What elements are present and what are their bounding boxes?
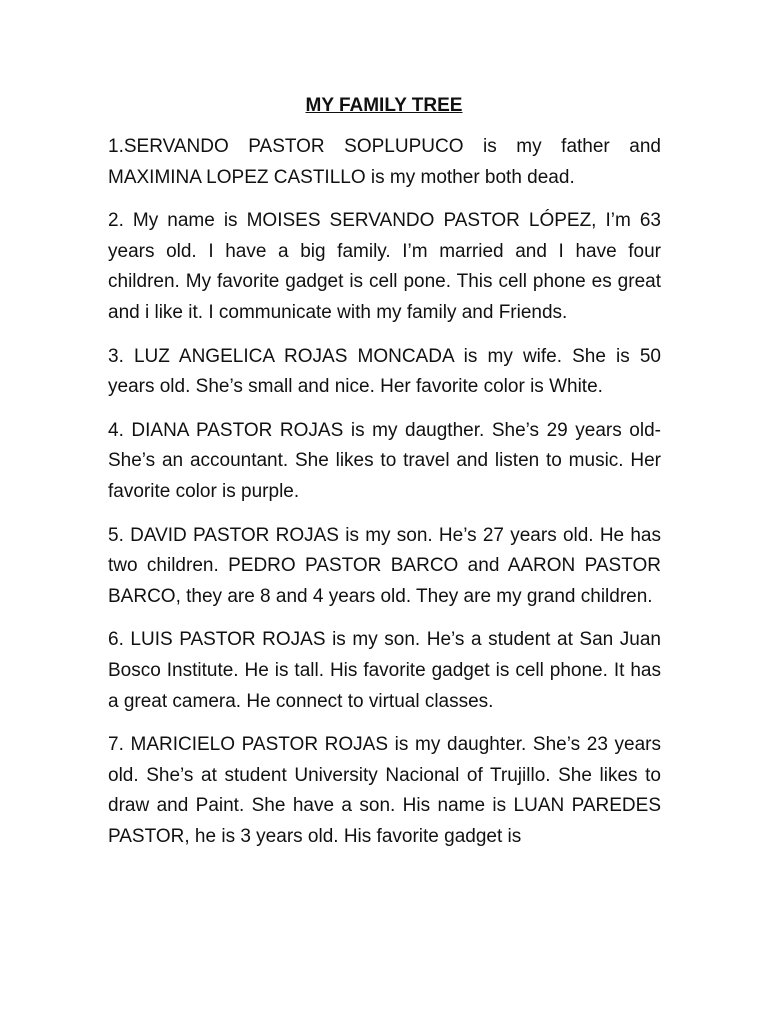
paragraph-2: 2. My name is MOISES SERVANDO PASTOR LÓPEZ, I’m 63 years old. I have a big family. I’m married and I have four children. My favorite gadget is cell pone. This cell phone es great and i like it. I communicate with my family and Friends.	[108, 210, 661, 323]
paragraph-5: 5. DAVID PASTOR ROJAS is my son. He’s 27 years old. He has two children. PEDRO PASTOR BARCO and AARON PASTOR BARCO, they are 8 and 4 years old. They are my grand children.	[108, 524, 661, 607]
paragraph-1: 1.SERVANDO PASTOR SOPLUPUCO is my father and MAXIMINA LOPEZ CASTILLO is my mother both dead.	[108, 136, 661, 188]
document-title: MY FAMILY TREE	[305, 95, 463, 116]
paragraph-7: 7. MARICIELO PASTOR ROJAS is my daughter. She’s 23 years old. She’s at student University Nacional of Trujillo. She likes to draw and Paint. She have a son. His name is LUAN PAREDES PASTOR, he is 3 years old. His favorite gadget is	[108, 734, 661, 847]
paragraph-6: 6. LUIS PASTOR ROJAS is my son. He’s a student at San Juan Bosco Institute. He is tall. His favorite gadget is cell phone. It has a great camera. He connect to virtual classes.	[108, 629, 661, 712]
document-body	[108, 132, 661, 852]
paragraph-3: 3. LUZ ANGELICA ROJAS MONCADA is my wife. She is 50 years old. She’s small and nice. Her favorite color is White.	[108, 345, 661, 398]
paragraph-4: 4. DIANA PASTOR ROJAS is my daugther. She’s 29 years old- She’s an accountant. She likes to travel and listen to music. Her favorite color is purple.	[108, 419, 661, 502]
